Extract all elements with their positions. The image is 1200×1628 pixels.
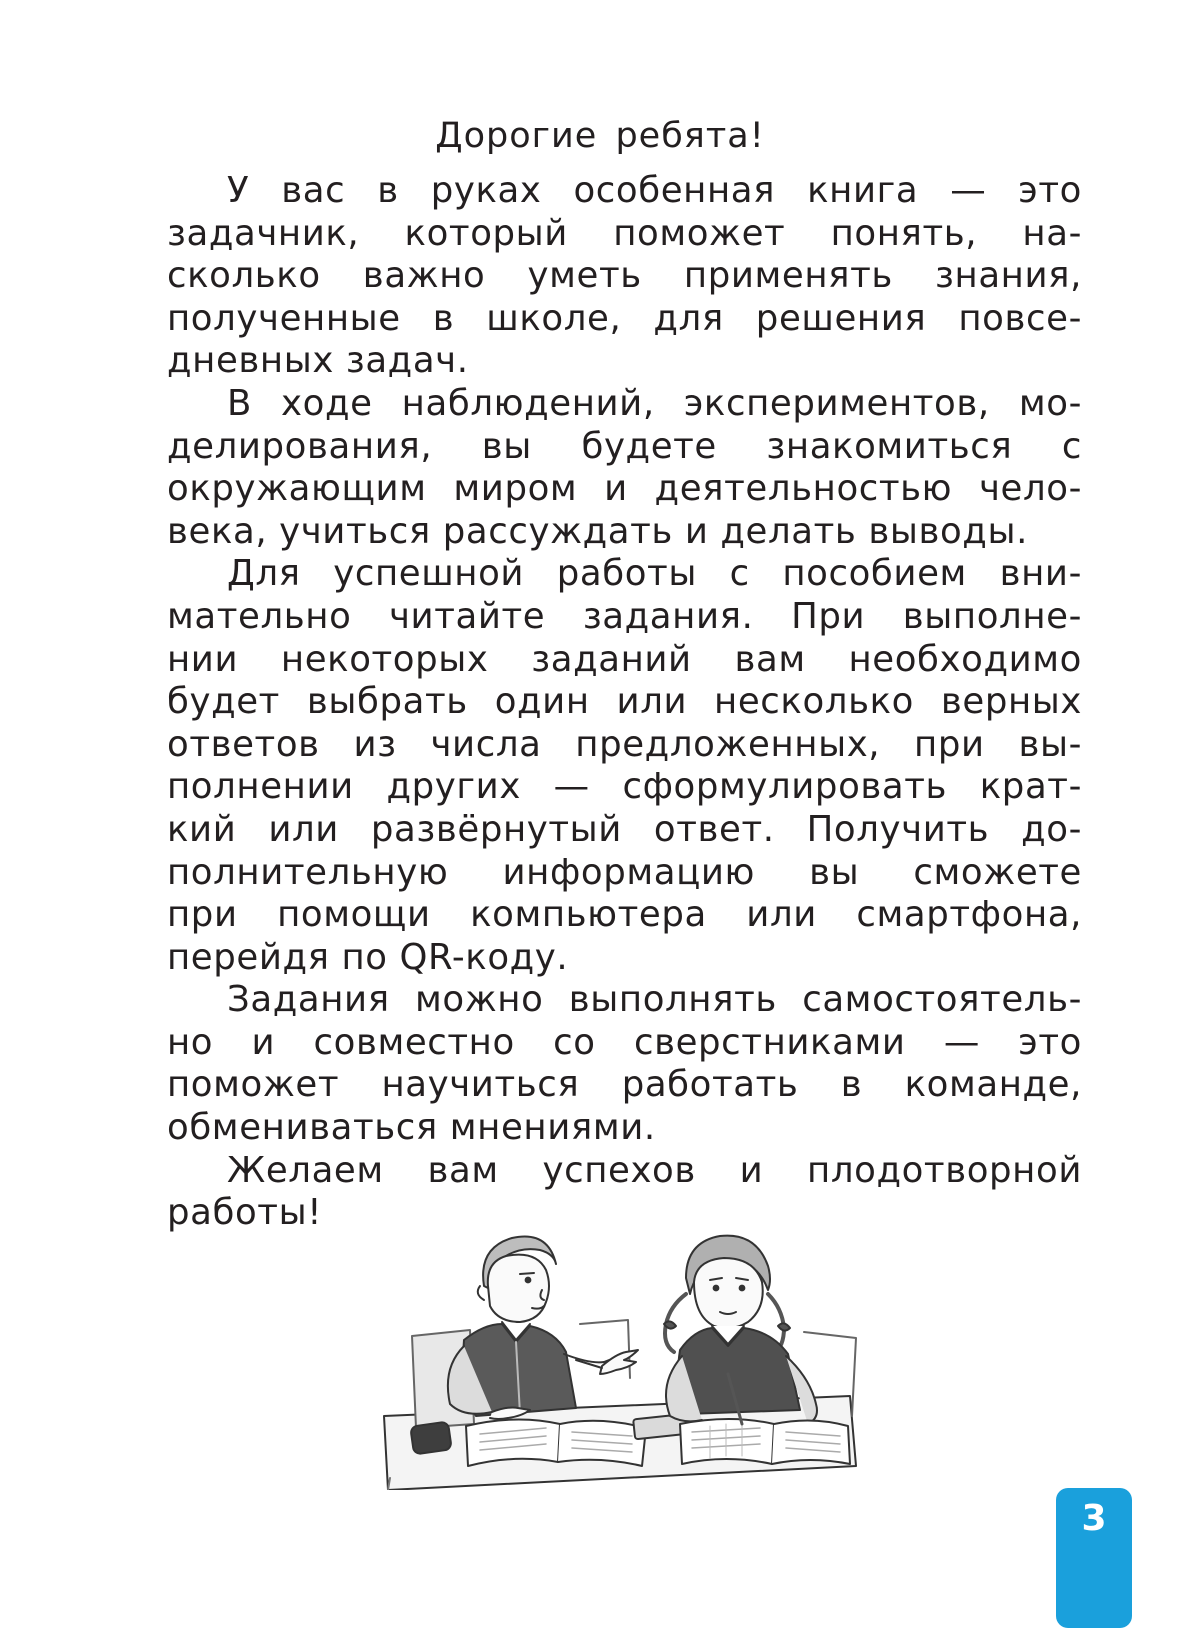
boy-figure bbox=[448, 1236, 638, 1419]
text-line: Задания можно выполнять самостоятель- bbox=[227, 979, 1082, 1021]
pencil-case bbox=[410, 1421, 452, 1454]
text-line: У вас в руках особенная книга — это bbox=[227, 170, 1082, 211]
text-line: кий или развёрнутый ответ. Получить до- bbox=[167, 808, 1082, 850]
text-line: перейдя по QR-коду. bbox=[167, 936, 569, 978]
text-line: мательно читайте задания. При выполне- bbox=[167, 595, 1082, 637]
open-book bbox=[466, 1419, 646, 1466]
text-line: делирования, вы будете знакомиться с bbox=[167, 425, 1082, 467]
page-number: 3 bbox=[1081, 1498, 1107, 1539]
text-line: работы! bbox=[167, 1192, 323, 1234]
text-line: В ходе наблюдений, экспериментов, мо- bbox=[227, 382, 1082, 424]
text-line: дневных задач. bbox=[167, 340, 469, 382]
girl-face bbox=[694, 1258, 763, 1328]
boy-face bbox=[488, 1255, 549, 1322]
text-line: задачник, который поможет понять, на- bbox=[167, 212, 1082, 254]
text-line: но и совместно со сверстниками — это bbox=[167, 1021, 1082, 1063]
boy-gesture-hand bbox=[600, 1350, 638, 1374]
text-line: ответов из числа предложенных, при вы- bbox=[167, 723, 1082, 765]
intro-text bbox=[167, 170, 1082, 1235]
page-title: Дорогие ребята! bbox=[435, 116, 765, 156]
text-line: полнении других — сформулировать крат- bbox=[167, 766, 1082, 808]
text-line: окружающим миром и деятельностью чело- bbox=[167, 468, 1082, 510]
text-line: обмениваться мнениями. bbox=[167, 1107, 656, 1149]
girl-figure bbox=[664, 1236, 817, 1424]
text-line: сколько важно уметь применять знания, bbox=[167, 255, 1082, 297]
text-line: полученные в школе, для решения повсе- bbox=[167, 297, 1082, 339]
page-number-tab bbox=[1056, 1488, 1132, 1628]
text-line: Для успешной работы с пособием вни- bbox=[227, 553, 1082, 595]
open-book bbox=[680, 1419, 850, 1464]
text-line: поможет научиться работать в команде, bbox=[167, 1064, 1082, 1106]
text-line: полнительную информацию вы сможете bbox=[167, 851, 1082, 893]
text-line: при помощи компьютера или смартфона, bbox=[167, 894, 1082, 936]
children-illustration bbox=[380, 1228, 860, 1490]
text-line: Желаем вам успехов и плодотворной bbox=[227, 1149, 1082, 1191]
text-line: нии некоторых заданий вам необходимо bbox=[167, 638, 1082, 680]
text-line: века, учиться рассуждать и делать выводы. bbox=[167, 510, 1028, 552]
text-line: будет выбрать один или несколько верных bbox=[167, 681, 1082, 723]
